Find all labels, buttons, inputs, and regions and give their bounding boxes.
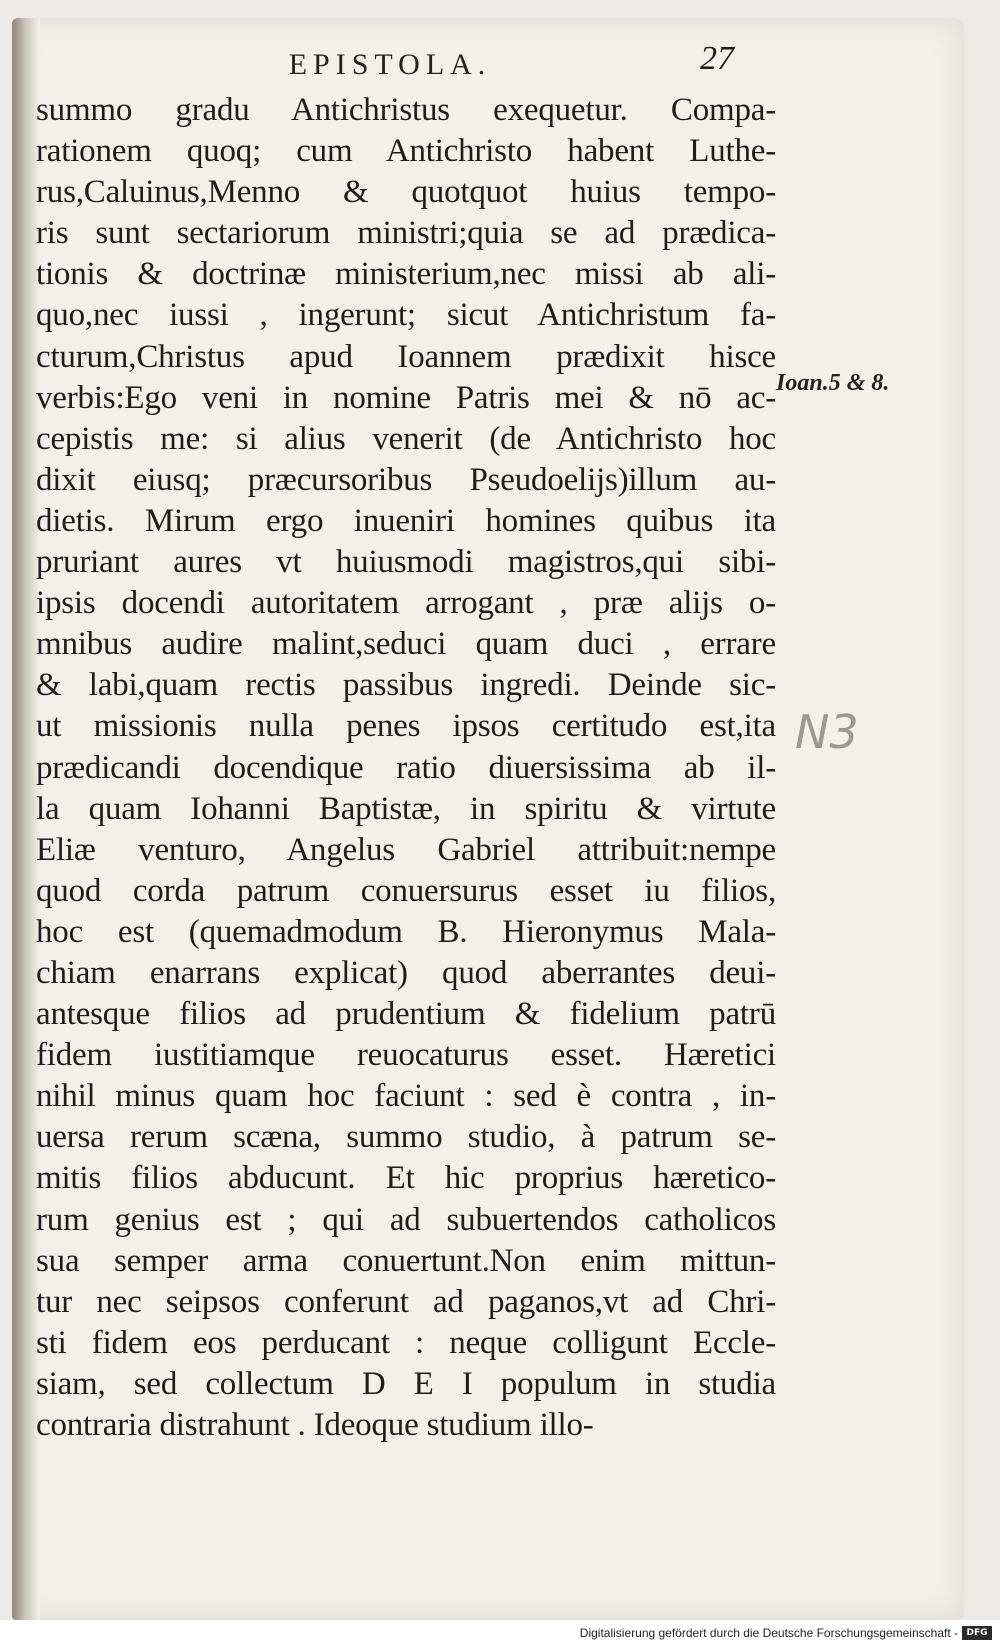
text-line: cepistis me: si alius venerit (de Antichristo hoc xyxy=(36,420,776,457)
text-line: prædicandi docendique ratio diuersissima ab il- xyxy=(36,749,776,786)
text-line: mnibus audire malint,seduci quam duci , errare xyxy=(36,626,776,663)
text-line: siam, sed collectum D E I populum in studia xyxy=(36,1365,776,1402)
pencil-annotation: N3 xyxy=(795,705,859,759)
text-line: Eliæ venturo, Angelus Gabriel attribuit:nempe xyxy=(36,831,776,868)
text-line: ut missionis nulla penes ipsos certitudo est,ita xyxy=(36,708,776,745)
text-line: summo gradu Antichristus exequetur. Compa- xyxy=(36,92,776,128)
text-line: dixit eiusq; præcursoribus Pseudoelijs)illum au- xyxy=(36,461,776,498)
text-line: tionis & doctrinæ ministerium,nec missi ab ali- xyxy=(36,256,776,293)
text-line: mitis filios abducunt. Et hic proprius hæretico- xyxy=(36,1160,776,1197)
footer-credit: Digitalisierung gefördert durch die Deutsche Forschungsgemeinschaft - xyxy=(579,1626,958,1640)
text-line: tur nec seipsos conferunt ad paganos,vt ad Chri- xyxy=(36,1283,776,1320)
text-line: sti fidem eos perducant : neque colligunt Eccle- xyxy=(36,1324,776,1361)
text-line: contraria distrahunt . Ideoque studium illo- xyxy=(36,1407,594,1443)
text-line: ris sunt sectariorum ministri;quia se ad prædica- xyxy=(36,215,776,252)
text-line: rationem quoq; cum Antichristo habent Luthe- xyxy=(36,133,776,170)
text-line: quod corda patrum conuersurus esset iu filios, xyxy=(36,872,776,909)
marginal-note: Ioan.5 & 8. xyxy=(776,370,890,396)
text-line: hoc est (quemadmodum B. Hieronymus Mala- xyxy=(36,913,776,950)
text-line: rus,Caluinus,Menno & quotquot huius tempo- xyxy=(36,174,776,211)
text-line: cturum,Christus apud Ioannem prædixit hisce xyxy=(36,338,776,375)
text-line: rum genius est ; qui ad subuertendos catholicos xyxy=(36,1201,776,1238)
text-line: la quam Iohanni Baptistæ, in spiritu & virtute xyxy=(36,790,776,827)
text-line: verbis:Ego veni in nomine Patris mei & nō ac- xyxy=(36,379,776,416)
text-line: quo,nec iussi , ingerunt; sicut Antichristum fa- xyxy=(36,297,776,334)
body-text xyxy=(36,90,796,1446)
text-line: fidem iustitiamque reuocaturus esset. Hæretici xyxy=(36,1037,776,1074)
text-line: ipsis docendi autoritatem arrogant , præ alijs o- xyxy=(36,585,776,622)
text-line: nihil minus quam hoc faciunt : sed è contra , in- xyxy=(36,1078,776,1115)
text-line: antesque filios ad prudentium & fidelium patrū xyxy=(36,996,776,1033)
page-number: 27 xyxy=(700,40,734,77)
dfg-logo: DFG xyxy=(962,1626,992,1640)
text-line: dietis. Mirum ergo inueniri homines quibus ita xyxy=(36,502,776,539)
text-line: sua semper arma conuertunt.Non enim mittun- xyxy=(36,1242,776,1279)
text-line: pruriant aures vt huiusmodi magistros,qui sibi- xyxy=(36,544,776,581)
text-line: uersa rerum scæna, summo studio, à patrum se- xyxy=(36,1119,776,1156)
text-line: chiam enarrans explicat) quod aberrantes deui- xyxy=(36,954,776,991)
text-line: & labi,quam rectis passibus ingredi. Deinde sic- xyxy=(36,667,776,704)
running-head: EPISTOLA. xyxy=(288,48,492,81)
